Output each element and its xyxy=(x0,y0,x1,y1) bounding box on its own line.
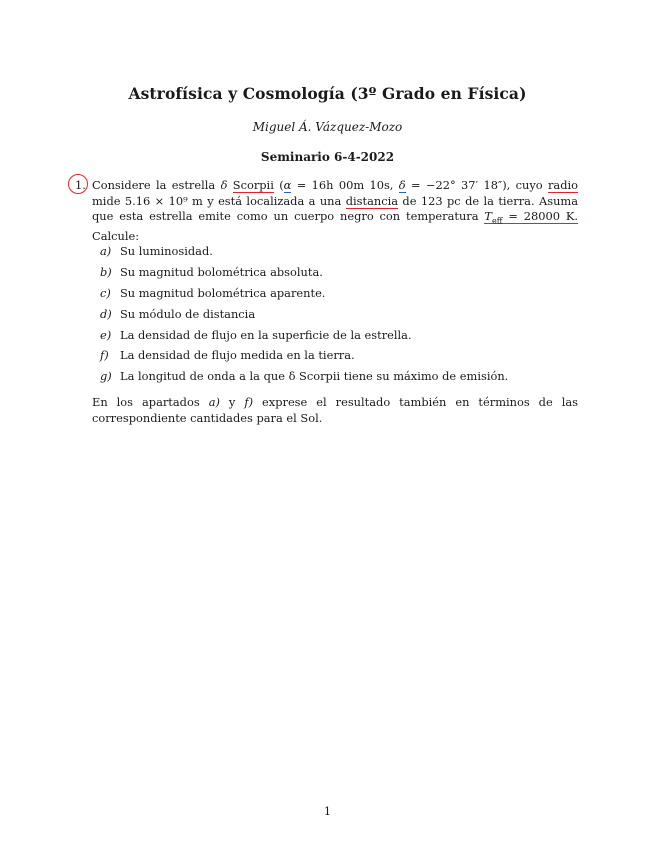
closing-marker: a) xyxy=(208,395,220,409)
item-marker: e) xyxy=(100,327,112,342)
declination-underlined: δ xyxy=(398,178,406,192)
list-item xyxy=(100,241,580,262)
item-text: La densidad de flujo en la superficie de la estrella. xyxy=(120,327,412,342)
delta-symbol: δ xyxy=(220,178,228,192)
distancia-underlined: distancia xyxy=(345,193,399,208)
list-item xyxy=(100,303,580,324)
item-marker: g) xyxy=(100,369,112,384)
problem-number: 1. xyxy=(75,178,86,192)
radio-underlined: radio xyxy=(547,178,579,192)
item-text: Su módulo de distancia xyxy=(120,306,256,321)
problem-text: mide 5.16 × 10⁹ m y está localizada a una xyxy=(92,193,346,208)
item-marker: f) xyxy=(100,348,109,363)
temperature-underlined xyxy=(484,209,578,224)
problem-text: = −22° 37′ 18″), cuyo xyxy=(405,178,548,192)
problem-text: de 123 pc de la tierra. Asuma que esta estrella emite como un cuerpo negro con temperatura xyxy=(92,193,578,224)
list-item xyxy=(100,262,580,283)
item-text: La longitud de onda a la que δ Scorpii tiene su máximo de emisión. xyxy=(120,369,509,384)
list-item xyxy=(100,324,580,345)
teff-symbol: T xyxy=(484,209,493,224)
closing-text: y xyxy=(219,395,245,409)
item-marker: d) xyxy=(100,306,112,321)
item-text: Su magnitud bolométrica absoluta. xyxy=(120,265,323,280)
teff-subscript: eff xyxy=(492,216,503,226)
item-marker: a) xyxy=(100,244,112,259)
author: Miguel Á. Vázquez-Mozo xyxy=(252,120,403,134)
question-list xyxy=(100,241,580,387)
closing-text: En los apartados xyxy=(92,395,209,409)
problem-text: ( xyxy=(273,178,284,192)
closing-text: exprese el resultado también en términos de las correspondiente cantidades para el Sol. xyxy=(92,395,578,425)
alpha-underlined: α xyxy=(283,178,292,192)
page-number: 1 xyxy=(323,804,332,818)
problem-text: Considere la estrella xyxy=(92,178,221,192)
problem-text: Calcule: xyxy=(92,229,140,244)
closing-marker: f) xyxy=(244,395,254,409)
item-marker: b) xyxy=(100,265,112,280)
closing-paragraph xyxy=(92,395,578,426)
list-item xyxy=(100,366,580,387)
page-title: Astrofísica y Cosmología (3º Grado en Física) xyxy=(128,84,527,103)
item-text: La densidad de flujo medida en la tierra. xyxy=(120,348,355,363)
item-text: Su magnitud bolométrica aparente. xyxy=(120,285,326,300)
seminar-heading: Seminario 6-4-2022 xyxy=(260,150,395,164)
item-marker: c) xyxy=(100,285,111,300)
item-text: Su luminosidad. xyxy=(120,244,213,259)
list-item xyxy=(100,345,580,366)
problem-text: = 16h 00m 10s, xyxy=(291,178,399,192)
problem-statement xyxy=(92,178,578,245)
teff-value: = 28000 K. xyxy=(502,209,578,224)
scorpii-underlined: Scorpii xyxy=(232,178,274,192)
list-item xyxy=(100,283,580,304)
